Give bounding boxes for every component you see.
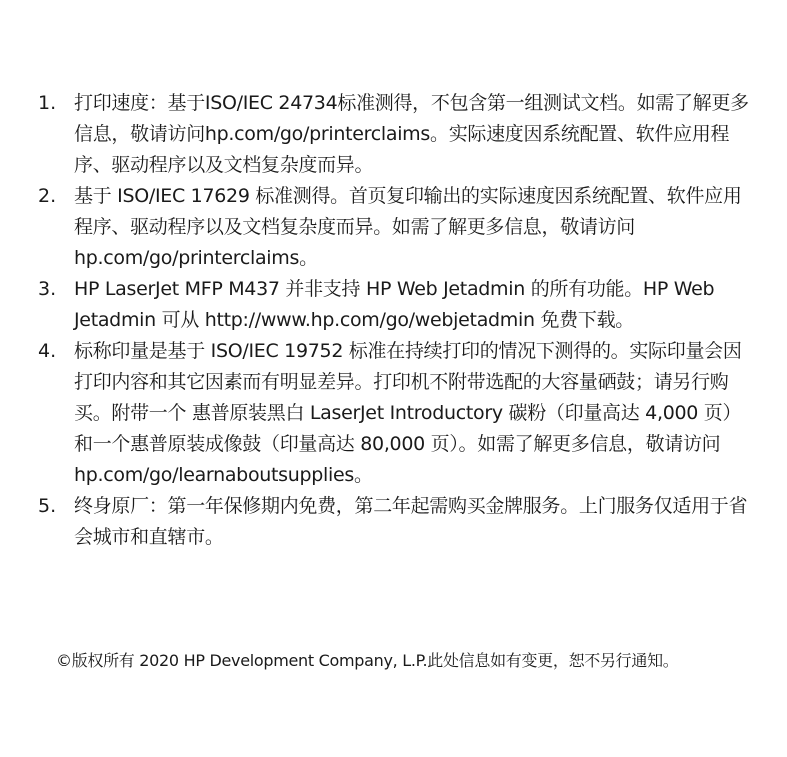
- footnote-item: [38, 274, 754, 336]
- footnote-text: HP LaserJet MFP M437 并非支持 HP Web Jetadmin 的所有功能。HP Web Jetadmin 可从 http://www.hp.com/go/webjetadmin 免费下载。: [74, 278, 715, 331]
- footnote-text: 标称印量是基于 ISO/IEC 19752 标准在持续打印的情况下测得的。实际印量会因打印内容和其它因素而有明显差异。打印机不附带选配的大容量硒鼓；请另行购买。附带一个 惠普原装黑白 LaserJet Introductory 碳粉（印量高达 4,000 页）和一个惠普原装成像鼓（印量高达 80,000 页）。如需了解更多信息，敬请访问hp.com/go/learnaboutsupplies。: [74, 340, 742, 486]
- copyright-notice: ©版权所有 2020 HP Development Company, L.P.此处信息如有变更，恕不另行通知。: [56, 651, 679, 670]
- footnote-number: 4.: [38, 340, 57, 362]
- footnote-number: 2.: [38, 185, 57, 207]
- footnote-item: [38, 336, 754, 491]
- footnote-number: 3.: [38, 278, 57, 300]
- footnote-number: 1.: [38, 92, 57, 114]
- footnote-number: 5.: [38, 495, 57, 517]
- footnote-item: [38, 491, 754, 553]
- footnote-item: [38, 88, 754, 181]
- footnote-text: 打印速度：基于ISO/IEC 24734标准测得，不包含第一组测试文档。如需了解更多信息，敬请访问hp.com/go/printerclaims。实际速度因系统配置、软件应用程序、驱动程序以及文档复杂度而异。: [74, 92, 749, 176]
- footnote-item: [38, 181, 754, 274]
- footnote-text: 基于 ISO/IEC 17629 标准测得。首页复印输出的实际速度因系统配置、软件应用程序、驱动程序以及文档复杂度而异。如需了解更多信息，敬请访问 hp.com/go/printerclaims。: [74, 185, 742, 269]
- footnote-text: 终身原厂：第一年保修期内免费，第二年起需购买金牌服务。上门服务仅适用于省会城市和直辖市。: [74, 495, 748, 548]
- footnotes-list: [38, 88, 754, 553]
